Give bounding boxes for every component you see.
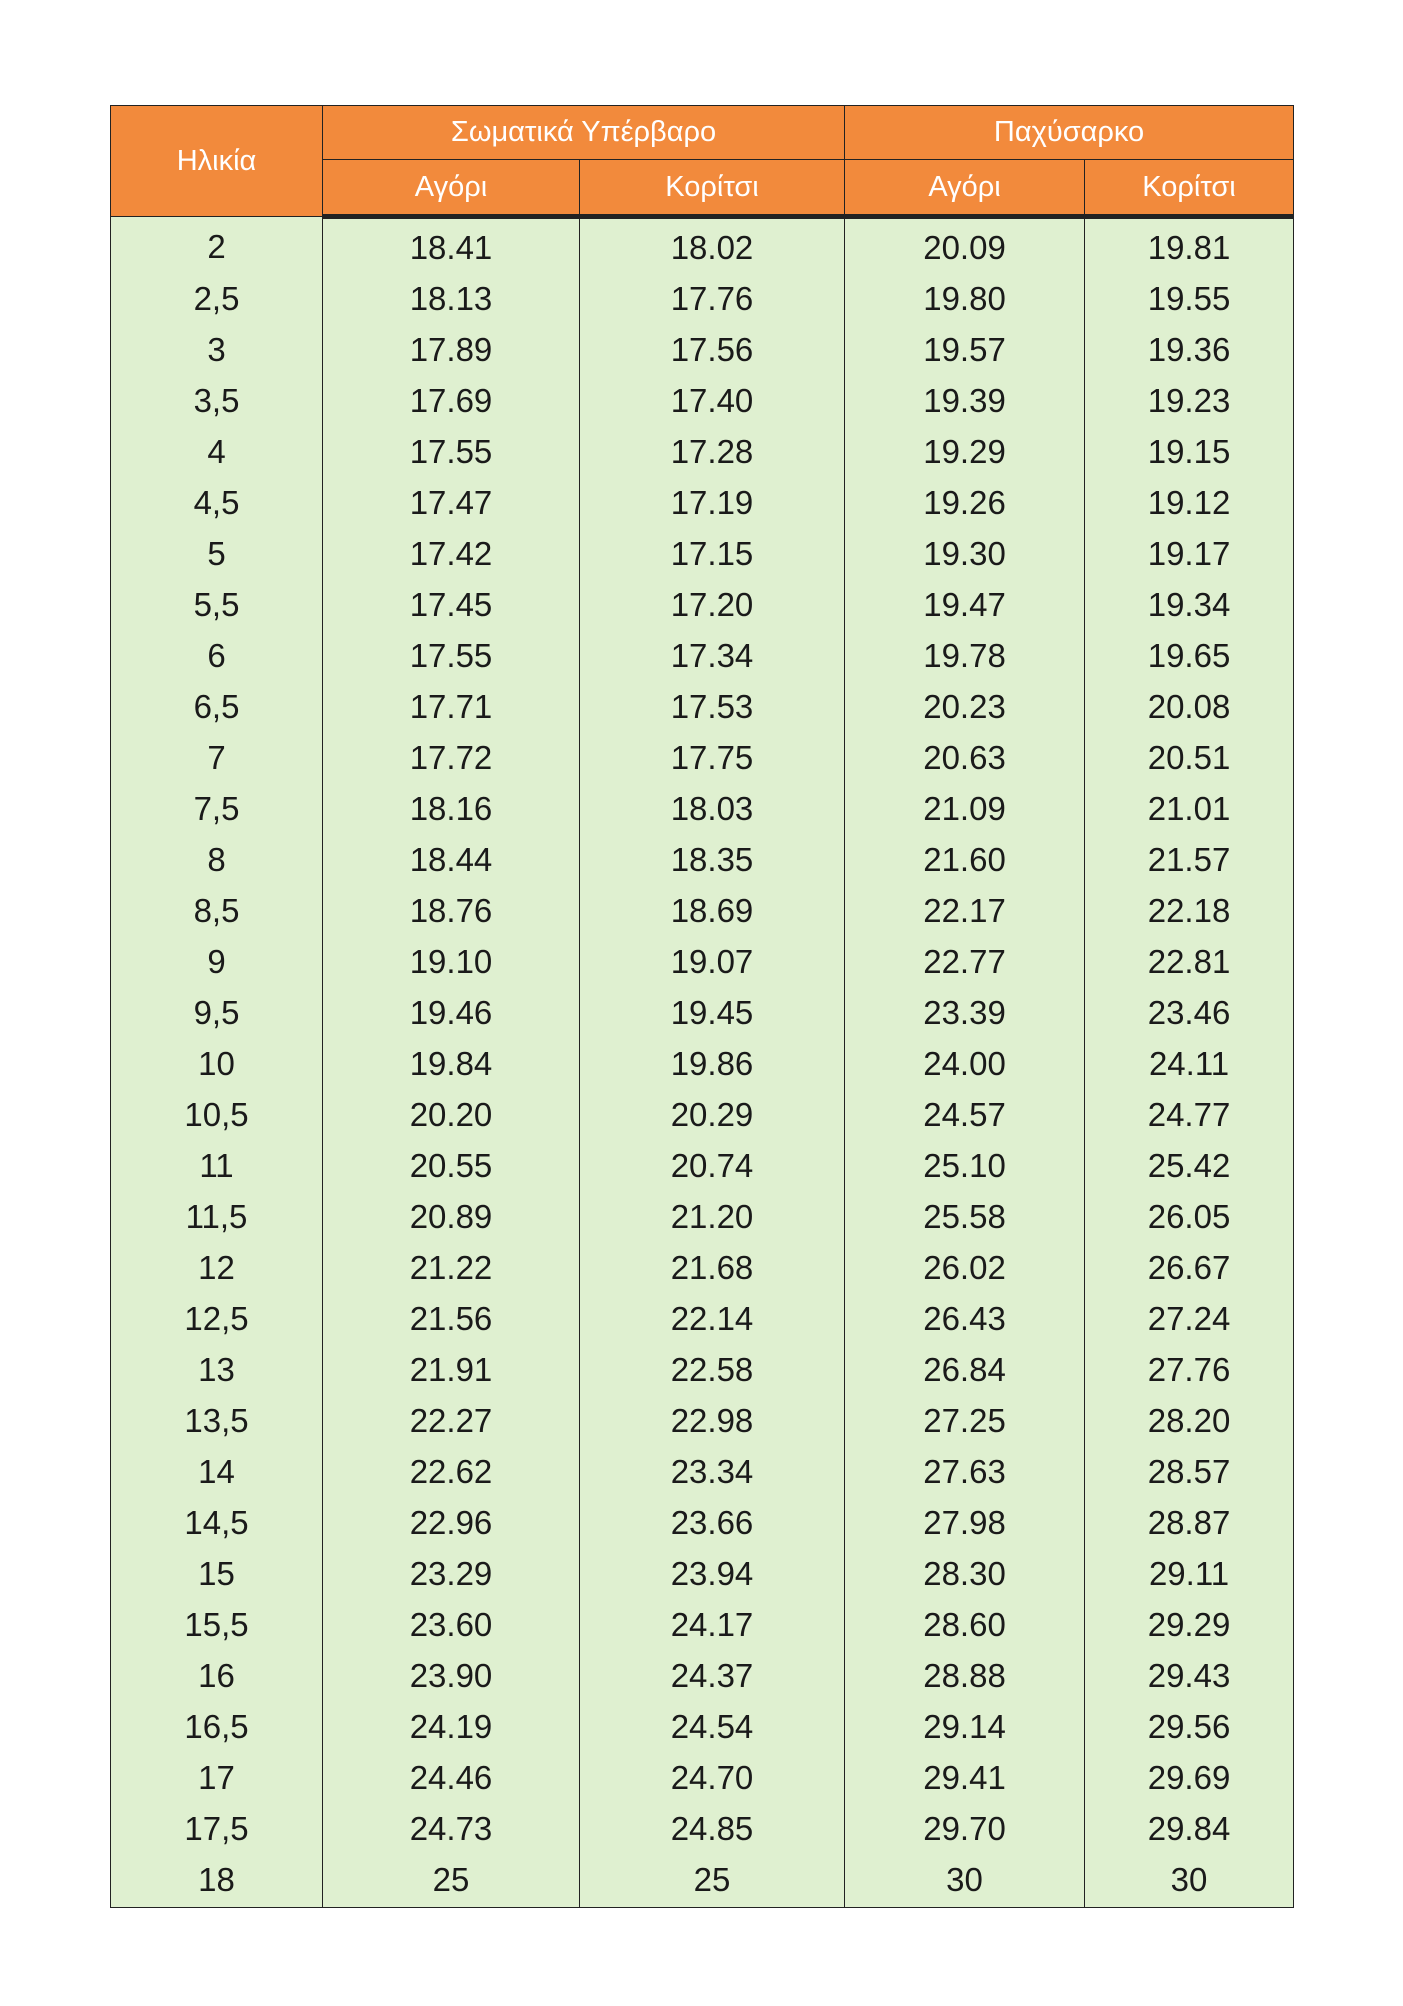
age-cell: 16,5 xyxy=(111,1701,323,1752)
overweight-boy-cell: 18.41 xyxy=(323,217,580,274)
obese-boy-cell: 28.88 xyxy=(845,1650,1085,1701)
overweight-boy-cell: 19.84 xyxy=(323,1038,580,1089)
overweight-boy-cell: 19.46 xyxy=(323,987,580,1038)
table-row xyxy=(111,1548,1294,1599)
overweight-boy-cell: 21.91 xyxy=(323,1344,580,1395)
overweight-girl-cell: 20.74 xyxy=(580,1140,845,1191)
table-row xyxy=(111,732,1294,783)
obese-girl-cell: 24.77 xyxy=(1085,1089,1294,1140)
table-row xyxy=(111,1599,1294,1650)
overweight-boy-cell: 18.13 xyxy=(323,273,580,324)
overweight-boy-cell: 22.96 xyxy=(323,1497,580,1548)
age-cell: 11 xyxy=(111,1140,323,1191)
obese-boy-cell: 30 xyxy=(845,1854,1085,1908)
overweight-girl-cell: 17.76 xyxy=(580,273,845,324)
table-row xyxy=(111,1497,1294,1548)
table-row xyxy=(111,1140,1294,1191)
overweight-girl-cell: 19.86 xyxy=(580,1038,845,1089)
obese-boy-cell: 26.43 xyxy=(845,1293,1085,1344)
obese-girl-cell: 19.65 xyxy=(1085,630,1294,681)
overweight-boy-cell: 17.72 xyxy=(323,732,580,783)
table-row xyxy=(111,1752,1294,1803)
table-row xyxy=(111,528,1294,579)
overweight-girl-cell: 22.58 xyxy=(580,1344,845,1395)
obese-boy-cell: 20.23 xyxy=(845,681,1085,732)
header-obese-boy: Αγόρι xyxy=(845,160,1085,217)
table-row xyxy=(111,936,1294,987)
table-row xyxy=(111,1854,1294,1908)
header-row-groups xyxy=(111,106,1294,160)
overweight-boy-cell: 17.71 xyxy=(323,681,580,732)
table-row xyxy=(111,630,1294,681)
obese-girl-cell: 29.84 xyxy=(1085,1803,1294,1854)
table-row xyxy=(111,1038,1294,1089)
header-overweight: Σωματικά Υπέρβαρο xyxy=(323,106,845,160)
age-cell: 15,5 xyxy=(111,1599,323,1650)
overweight-boy-cell: 23.90 xyxy=(323,1650,580,1701)
obese-boy-cell: 19.39 xyxy=(845,375,1085,426)
table-row xyxy=(111,217,1294,274)
age-cell: 10 xyxy=(111,1038,323,1089)
table-row xyxy=(111,1395,1294,1446)
obese-girl-cell: 19.15 xyxy=(1085,426,1294,477)
age-cell: 7,5 xyxy=(111,783,323,834)
overweight-girl-cell: 24.85 xyxy=(580,1803,845,1854)
obese-girl-cell: 25.42 xyxy=(1085,1140,1294,1191)
overweight-boy-cell: 18.16 xyxy=(323,783,580,834)
obese-boy-cell: 26.02 xyxy=(845,1242,1085,1293)
age-cell: 11,5 xyxy=(111,1191,323,1242)
obese-girl-cell: 26.05 xyxy=(1085,1191,1294,1242)
obese-boy-cell: 22.17 xyxy=(845,885,1085,936)
obese-girl-cell: 21.01 xyxy=(1085,783,1294,834)
overweight-girl-cell: 17.75 xyxy=(580,732,845,783)
overweight-boy-cell: 20.89 xyxy=(323,1191,580,1242)
table-row xyxy=(111,1191,1294,1242)
overweight-girl-cell: 18.69 xyxy=(580,885,845,936)
overweight-girl-cell: 17.15 xyxy=(580,528,845,579)
overweight-girl-cell: 22.98 xyxy=(580,1395,845,1446)
overweight-boy-cell: 17.55 xyxy=(323,630,580,681)
obese-boy-cell: 19.57 xyxy=(845,324,1085,375)
overweight-girl-cell: 23.94 xyxy=(580,1548,845,1599)
header-obese-girl: Κορίτσι xyxy=(1085,160,1294,217)
obese-girl-cell: 29.56 xyxy=(1085,1701,1294,1752)
overweight-girl-cell: 21.68 xyxy=(580,1242,845,1293)
table-row xyxy=(111,885,1294,936)
header-overweight-girl: Κορίτσι xyxy=(580,160,845,217)
obese-girl-cell: 21.57 xyxy=(1085,834,1294,885)
obese-girl-cell: 19.17 xyxy=(1085,528,1294,579)
obese-boy-cell: 27.63 xyxy=(845,1446,1085,1497)
obese-girl-cell: 29.43 xyxy=(1085,1650,1294,1701)
obese-girl-cell: 28.57 xyxy=(1085,1446,1294,1497)
bmi-cutoff-table xyxy=(110,105,1294,1908)
overweight-girl-cell: 19.07 xyxy=(580,936,845,987)
age-cell: 9,5 xyxy=(111,987,323,1038)
table-row xyxy=(111,324,1294,375)
age-cell: 5,5 xyxy=(111,579,323,630)
header-obese: Παχύσαρκο xyxy=(845,106,1294,160)
overweight-girl-cell: 19.45 xyxy=(580,987,845,1038)
age-cell: 16 xyxy=(111,1650,323,1701)
age-cell: 2 xyxy=(111,217,323,274)
obese-boy-cell: 29.70 xyxy=(845,1803,1085,1854)
obese-boy-cell: 20.63 xyxy=(845,732,1085,783)
overweight-boy-cell: 18.76 xyxy=(323,885,580,936)
overweight-girl-cell: 17.34 xyxy=(580,630,845,681)
age-cell: 17,5 xyxy=(111,1803,323,1854)
obese-boy-cell: 29.41 xyxy=(845,1752,1085,1803)
age-cell: 8,5 xyxy=(111,885,323,936)
overweight-girl-cell: 18.03 xyxy=(580,783,845,834)
obese-boy-cell: 19.26 xyxy=(845,477,1085,528)
overweight-boy-cell: 20.55 xyxy=(323,1140,580,1191)
table-row xyxy=(111,1089,1294,1140)
obese-girl-cell: 23.46 xyxy=(1085,987,1294,1038)
age-cell: 5 xyxy=(111,528,323,579)
age-cell: 12,5 xyxy=(111,1293,323,1344)
obese-boy-cell: 19.47 xyxy=(845,579,1085,630)
obese-boy-cell: 21.09 xyxy=(845,783,1085,834)
overweight-girl-cell: 23.34 xyxy=(580,1446,845,1497)
age-cell: 6,5 xyxy=(111,681,323,732)
table-row xyxy=(111,1344,1294,1395)
header-overweight-boy: Αγόρι xyxy=(323,160,580,217)
table-row xyxy=(111,1446,1294,1497)
obese-girl-cell: 22.81 xyxy=(1085,936,1294,987)
obese-girl-cell: 28.20 xyxy=(1085,1395,1294,1446)
obese-girl-cell: 29.69 xyxy=(1085,1752,1294,1803)
overweight-girl-cell: 24.37 xyxy=(580,1650,845,1701)
age-cell: 3 xyxy=(111,324,323,375)
obese-girl-cell: 22.18 xyxy=(1085,885,1294,936)
age-cell: 4 xyxy=(111,426,323,477)
table-row xyxy=(111,477,1294,528)
obese-girl-cell: 24.11 xyxy=(1085,1038,1294,1089)
table-row xyxy=(111,987,1294,1038)
overweight-boy-cell: 21.22 xyxy=(323,1242,580,1293)
obese-girl-cell: 19.36 xyxy=(1085,324,1294,375)
obese-boy-cell: 27.25 xyxy=(845,1395,1085,1446)
table-row xyxy=(111,1242,1294,1293)
obese-girl-cell: 19.34 xyxy=(1085,579,1294,630)
age-cell: 13,5 xyxy=(111,1395,323,1446)
overweight-boy-cell: 17.47 xyxy=(323,477,580,528)
table-row xyxy=(111,1803,1294,1854)
age-cell: 10,5 xyxy=(111,1089,323,1140)
obese-boy-cell: 25.58 xyxy=(845,1191,1085,1242)
age-cell: 14 xyxy=(111,1446,323,1497)
overweight-girl-cell: 17.20 xyxy=(580,579,845,630)
overweight-boy-cell: 24.19 xyxy=(323,1701,580,1752)
obese-boy-cell: 22.77 xyxy=(845,936,1085,987)
age-cell: 2,5 xyxy=(111,273,323,324)
overweight-girl-cell: 24.17 xyxy=(580,1599,845,1650)
obese-boy-cell: 25.10 xyxy=(845,1140,1085,1191)
obese-boy-cell: 24.00 xyxy=(845,1038,1085,1089)
overweight-boy-cell: 17.45 xyxy=(323,579,580,630)
obese-girl-cell: 27.76 xyxy=(1085,1344,1294,1395)
overweight-boy-cell: 25 xyxy=(323,1854,580,1908)
table-row xyxy=(111,273,1294,324)
obese-girl-cell: 28.87 xyxy=(1085,1497,1294,1548)
obese-boy-cell: 20.09 xyxy=(845,217,1085,274)
overweight-girl-cell: 17.53 xyxy=(580,681,845,732)
obese-boy-cell: 23.39 xyxy=(845,987,1085,1038)
table-row xyxy=(111,783,1294,834)
overweight-boy-cell: 22.27 xyxy=(323,1395,580,1446)
obese-girl-cell: 20.51 xyxy=(1085,732,1294,783)
obese-girl-cell: 29.11 xyxy=(1085,1548,1294,1599)
obese-boy-cell: 19.78 xyxy=(845,630,1085,681)
age-cell: 8 xyxy=(111,834,323,885)
overweight-girl-cell: 17.28 xyxy=(580,426,845,477)
table-row xyxy=(111,579,1294,630)
overweight-girl-cell: 20.29 xyxy=(580,1089,845,1140)
overweight-girl-cell: 21.20 xyxy=(580,1191,845,1242)
age-cell: 14,5 xyxy=(111,1497,323,1548)
overweight-girl-cell: 25 xyxy=(580,1854,845,1908)
obese-girl-cell: 19.12 xyxy=(1085,477,1294,528)
age-cell: 7 xyxy=(111,732,323,783)
overweight-girl-cell: 23.66 xyxy=(580,1497,845,1548)
obese-girl-cell: 30 xyxy=(1085,1854,1294,1908)
table-row xyxy=(111,1701,1294,1752)
obese-girl-cell: 29.29 xyxy=(1085,1599,1294,1650)
table-row xyxy=(111,1650,1294,1701)
age-cell: 9 xyxy=(111,936,323,987)
overweight-boy-cell: 17.89 xyxy=(323,324,580,375)
obese-boy-cell: 29.14 xyxy=(845,1701,1085,1752)
overweight-boy-cell: 23.29 xyxy=(323,1548,580,1599)
overweight-girl-cell: 17.19 xyxy=(580,477,845,528)
obese-boy-cell: 19.29 xyxy=(845,426,1085,477)
age-cell: 17 xyxy=(111,1752,323,1803)
age-cell: 12 xyxy=(111,1242,323,1293)
age-cell: 13 xyxy=(111,1344,323,1395)
obese-boy-cell: 26.84 xyxy=(845,1344,1085,1395)
overweight-boy-cell: 18.44 xyxy=(323,834,580,885)
overweight-girl-cell: 24.70 xyxy=(580,1752,845,1803)
table-header xyxy=(111,106,1294,217)
overweight-girl-cell: 17.40 xyxy=(580,375,845,426)
age-cell: 15 xyxy=(111,1548,323,1599)
obese-boy-cell: 27.98 xyxy=(845,1497,1085,1548)
obese-girl-cell: 20.08 xyxy=(1085,681,1294,732)
overweight-boy-cell: 23.60 xyxy=(323,1599,580,1650)
overweight-girl-cell: 18.02 xyxy=(580,217,845,274)
overweight-boy-cell: 19.10 xyxy=(323,936,580,987)
age-cell: 6 xyxy=(111,630,323,681)
overweight-boy-cell: 21.56 xyxy=(323,1293,580,1344)
overweight-boy-cell: 17.69 xyxy=(323,375,580,426)
overweight-boy-cell: 20.20 xyxy=(323,1089,580,1140)
age-cell: 3,5 xyxy=(111,375,323,426)
table-row xyxy=(111,426,1294,477)
obese-boy-cell: 28.60 xyxy=(845,1599,1085,1650)
overweight-boy-cell: 17.55 xyxy=(323,426,580,477)
overweight-girl-cell: 18.35 xyxy=(580,834,845,885)
table-row xyxy=(111,681,1294,732)
overweight-boy-cell: 17.42 xyxy=(323,528,580,579)
obese-boy-cell: 24.57 xyxy=(845,1089,1085,1140)
table-body xyxy=(111,217,1294,1908)
obese-girl-cell: 27.24 xyxy=(1085,1293,1294,1344)
table-row xyxy=(111,1293,1294,1344)
age-cell: 18 xyxy=(111,1854,323,1908)
obese-boy-cell: 19.30 xyxy=(845,528,1085,579)
table-row xyxy=(111,834,1294,885)
obese-boy-cell: 21.60 xyxy=(845,834,1085,885)
obese-boy-cell: 28.30 xyxy=(845,1548,1085,1599)
header-age: Ηλικία xyxy=(111,106,323,217)
obese-girl-cell: 19.23 xyxy=(1085,375,1294,426)
overweight-boy-cell: 22.62 xyxy=(323,1446,580,1497)
overweight-girl-cell: 17.56 xyxy=(580,324,845,375)
obese-boy-cell: 19.80 xyxy=(845,273,1085,324)
overweight-boy-cell: 24.73 xyxy=(323,1803,580,1854)
obese-girl-cell: 19.55 xyxy=(1085,273,1294,324)
overweight-boy-cell: 24.46 xyxy=(323,1752,580,1803)
age-cell: 4,5 xyxy=(111,477,323,528)
obese-girl-cell: 19.81 xyxy=(1085,217,1294,274)
overweight-girl-cell: 22.14 xyxy=(580,1293,845,1344)
overweight-girl-cell: 24.54 xyxy=(580,1701,845,1752)
obese-girl-cell: 26.67 xyxy=(1085,1242,1294,1293)
table-row xyxy=(111,375,1294,426)
